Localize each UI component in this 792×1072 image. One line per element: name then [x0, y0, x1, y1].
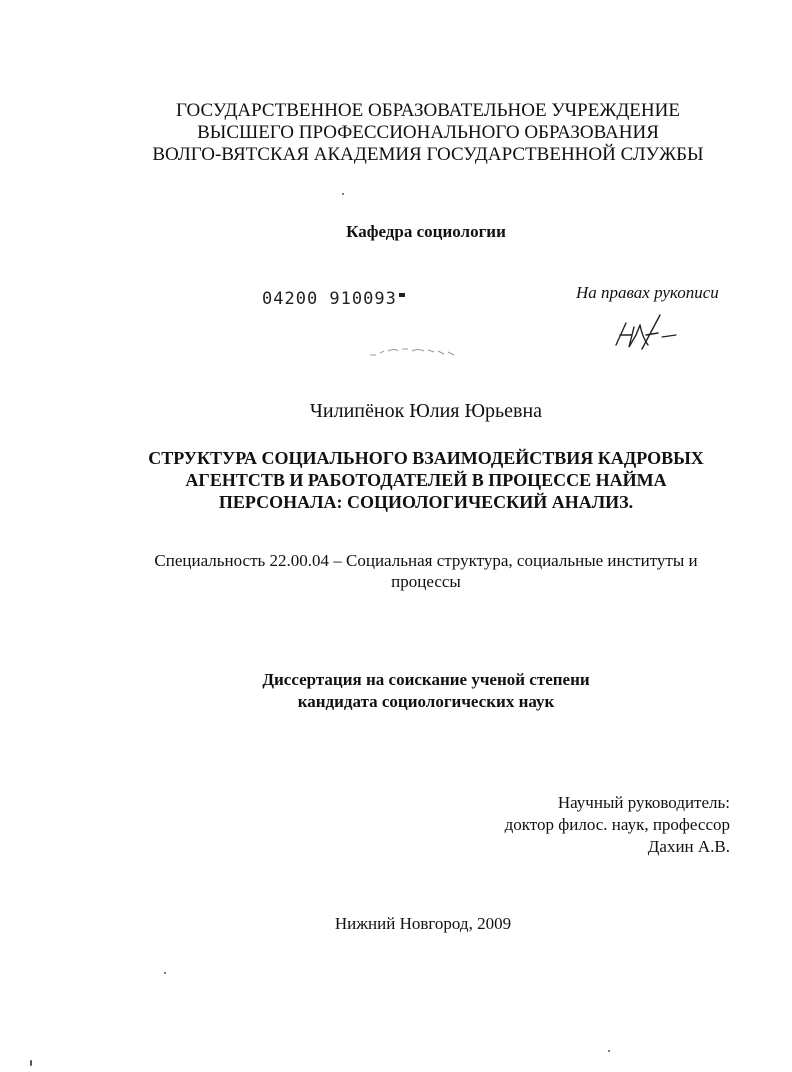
- title-line-3: ПЕРСОНАЛА: СОЦИОЛОГИЧЕСКИЙ АНАЛИЗ.: [218, 492, 634, 512]
- institution-header: [0, 100, 792, 166]
- supervisor-block: [420, 792, 730, 858]
- author-name: Чилипёнок Юлия Юрьевна: [309, 400, 543, 422]
- title-line-2: АГЕНТСТВ И РАБОТОДАТЕЛЕЙ В ПРОЦЕССЕ НАЙМА: [185, 470, 667, 490]
- specialty-line-1: Специальность 22.00.04 – Социальная структура, социальные институты и: [154, 551, 698, 570]
- title-line-1: СТРУКТУРА СОЦИАЛЬНОГО ВЗАИМОДЕЙСТВИЯ КАДРОВЫХ: [148, 448, 704, 468]
- supervisor-role: Научный руководитель:: [557, 793, 730, 812]
- degree-line-2: кандидата социологических наук: [297, 692, 555, 711]
- faint-stamp-marks: [368, 343, 458, 359]
- institution-line-1: ГОСУДАРСТВЕННОЕ ОБРАЗОВАТЕЛЬНОЕ УЧРЕЖДЕНИЕ: [176, 100, 680, 121]
- specialty-line-2: процессы: [391, 572, 461, 591]
- scan-speck: [164, 972, 166, 974]
- archive-stamp: [262, 289, 405, 309]
- stamp-number: 04200 910093: [262, 289, 397, 309]
- dissertation-title: [0, 447, 792, 513]
- degree-statement: [0, 669, 792, 713]
- city-year: Нижний Новгород, 2009: [334, 914, 512, 933]
- signature-icon: [612, 305, 682, 355]
- supervisor-name: Дахин А.В.: [647, 837, 730, 856]
- stamp-mark: [399, 293, 405, 297]
- supervisor-degree: доктор филос. наук, профессор: [504, 815, 730, 834]
- department-name: Кафедра социологии: [346, 222, 506, 241]
- manuscript-note: На правах рукописи: [576, 283, 719, 302]
- institution-line-3: ВОЛГО-ВЯТСКАЯ АКАДЕМИЯ ГОСУДАРСТВЕННОЙ СЛУЖБЫ: [152, 144, 704, 165]
- institution-line-2: ВЫСШЕГО ПРОФЕССИОНАЛЬНОГО ОБРАЗОВАНИЯ: [197, 122, 659, 143]
- scan-speck: [30, 1060, 32, 1066]
- specialty-text: [0, 550, 792, 592]
- scan-speck: [608, 1050, 610, 1052]
- degree-line-1: Диссертация на соискание ученой степени: [262, 670, 590, 689]
- scan-speck: [342, 193, 344, 195]
